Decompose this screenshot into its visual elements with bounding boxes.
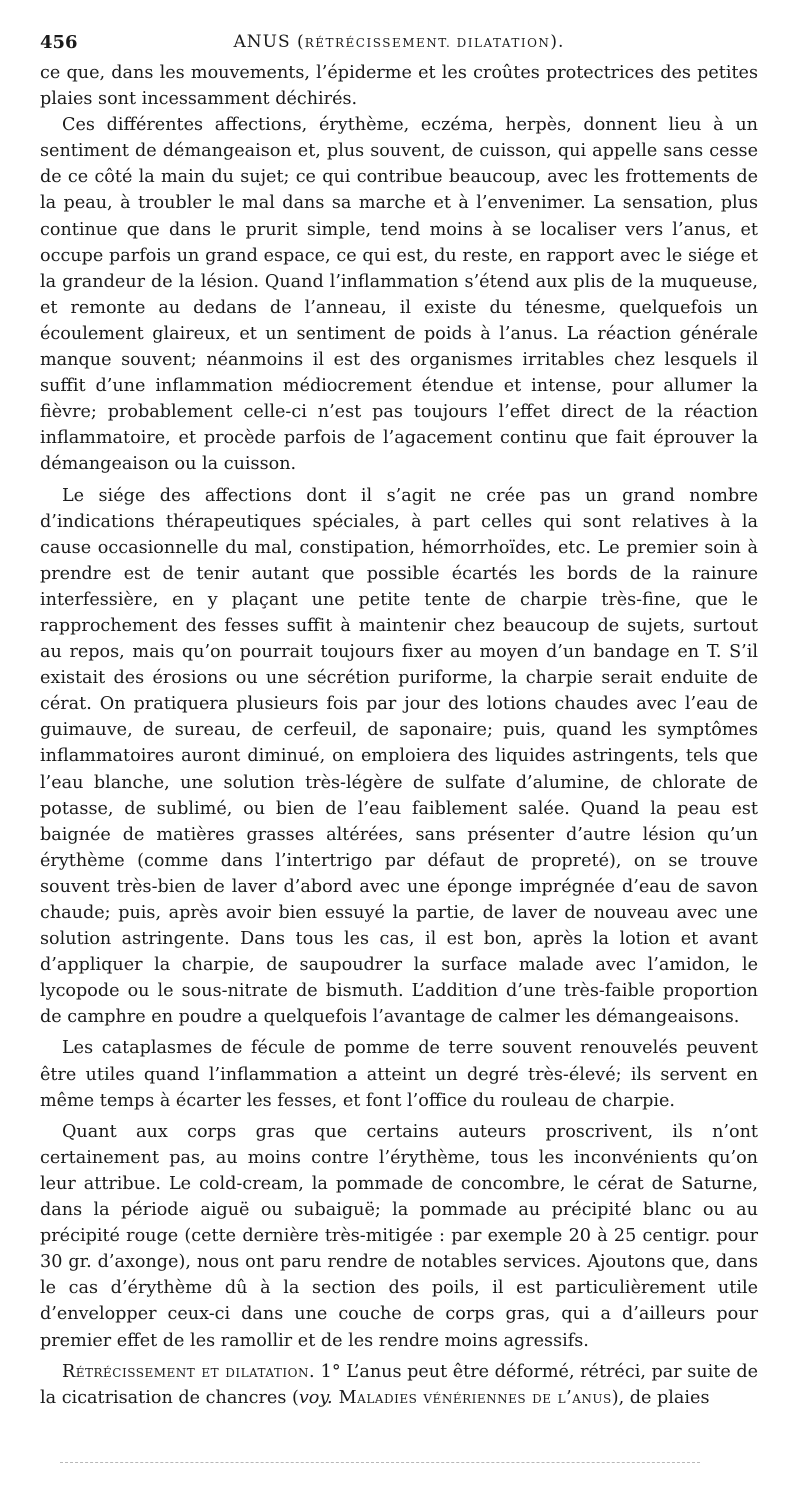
page-header xyxy=(40,30,758,60)
paragraph-2: Ces différentes affections, érythème, eczéma, herpès, donnent lieu à un sentiment de démangeaison et, plus souvent, de cuisson, qui appelle sans cesse de ce côté la main du sujet; ce qui contribue beaucoup, avec les frottements de la peau, à troubler le mal dans sa marche et à l’envenimer. La sensation, plus continue que dans le prurit simple, tend moins à se localiser vers l’anus, et occupe parfois un grand espace, ce qui est, du reste, en rapport avec le siége et la grandeur de la lésion. Quand l’inflammation s’étend aux plis de la muqueuse, et remonte au dedans de l’anneau, il existe du ténesme, quelquefois un écoulement glaireux, et un sentiment de poids à l’anus. La réaction générale manque souvent; néanmoins il est des organismes irritables chez lesquels il suffit d’une inflammation médiocrement étendue et intense, pour allumer la fièvre; probablement celle-ci n’est pas toujours l’effet direct de la réaction inflammatoire, et procède parfois de l’agacement continu que fait éprouver la démangeaison ou la cuisson. xyxy=(40,115,758,475)
cross-reference: Maladies vénériennes de l’anus xyxy=(332,1387,612,1408)
running-title-sub: RÉTRÉCISSEMENT. DILATATION xyxy=(304,36,551,50)
page-number: 456 xyxy=(40,32,78,53)
paragraph-6 xyxy=(40,1359,758,1411)
paragraph-1: ce que, dans les mouvements, l’épiderme et les croûtes protectrices des petites plaies sont incessamment déchirés. xyxy=(40,63,758,110)
body-text xyxy=(40,60,758,1411)
paragraph-4: Les cataplasmes de fécule de pomme de terre souvent renouvelés peuvent être utiles quand l’inflammation a atteint un degré très-élevé; ils servent en même temps à écarter les fesses, et font l’office du rouleau de charpie. xyxy=(40,1038,758,1111)
running-title-end: ). xyxy=(550,32,565,52)
paragraph-6-text-a: 1° L’anus peut être déformé, rétréci, par suite de la cicatrisation de chancres ( xyxy=(40,1361,759,1408)
running-title-main: ANUS ( xyxy=(233,32,305,52)
voy-reference: voy. xyxy=(298,1387,333,1408)
paragraph-5: Quant aux corps gras que certains auteurs proscrivent, ils n’ont certainement pas, au moins contre l’érythème, tous les inconvénients qu’on leur attribue. Le cold-cream, la pommade de concombre, le cérat de Saturne, dans la période aiguë ou subaiguë; la pommade au précipité blanc ou au précipité rouge (cette dernière très-mitigée : par exemple 20 à 25 centigr. pour 30 gr. d’axonge), nous ont paru rendre de notables services. Ajoutons que, dans le cas d’érythème dû à la section des poils, il est particulièrement utile d’envelopper ceux-ci dans une couche de corps gras, qui a d’ailleurs pour premier effet de les ramollir et de les rendre moins agressifs. xyxy=(40,1121,758,1351)
paragraph-3: Le siége des affections dont il s’agit ne crée pas un grand nombre d’indications thérapeutiques spéciales, à part celles qui sont relatives à la cause occasionnelle du mal, constipation, hémorrhoïdes, etc. Le premier soin à prendre est de tenir autant que possible écartés les bords de la rainure interfessière, en y plaçant une petite tente de charpie très-fine, que le rapprochement des fesses suffit à maintenir chez beaucoup de sujets, surtout au repos, mais qu’on pourrait toujours fixer au moyen d’un bandage en T. S’il existait des érosions ou une sécrétion puriforme, la charpie serait enduite de cérat. On pratiquera plusieurs fois par jour des lotions chaudes avec l’eau de guimauve, de sureau, de cerfeuil, de saponaire; puis, quand les symptômes inflammatoires auront diminué, on emploiera des liquides astringents, tels que l’eau blanche, une solution très-légère de sulfate d’alumine, de chlorate de potasse, de sublimé, ou bien de l’eau faiblement salée. Quand la peau est baignée de matières grasses altérées, sans présenter d’autre lésion qu’un érythème (comme dans l’intertrigo par défaut de propreté), on se trouve souvent très-bien de laver d’abord avec une éponge imprégnée d’eau de savon chaude; puis, après avoir bien essuyé la partie, de laver de nouveau avec une solution astringente. Dans tous les cas, il est bon, après la lotion et avant d’appliquer la charpie, de saupoudrer la surface malade avec l’amidon, le lycopode ou le sous-nitrate de bismuth. L’addition d’une très-faible proportion de camphre en poudre a quelquefois l’avantage de calmer les démangeaisons. xyxy=(40,485,758,1028)
page xyxy=(40,30,758,1411)
section-heading: Rétrécissement et dilatation. xyxy=(62,1361,316,1382)
running-title xyxy=(40,32,758,52)
footer-rule xyxy=(60,1462,700,1463)
paragraph-6-text-b: ), de plaies xyxy=(611,1387,710,1408)
